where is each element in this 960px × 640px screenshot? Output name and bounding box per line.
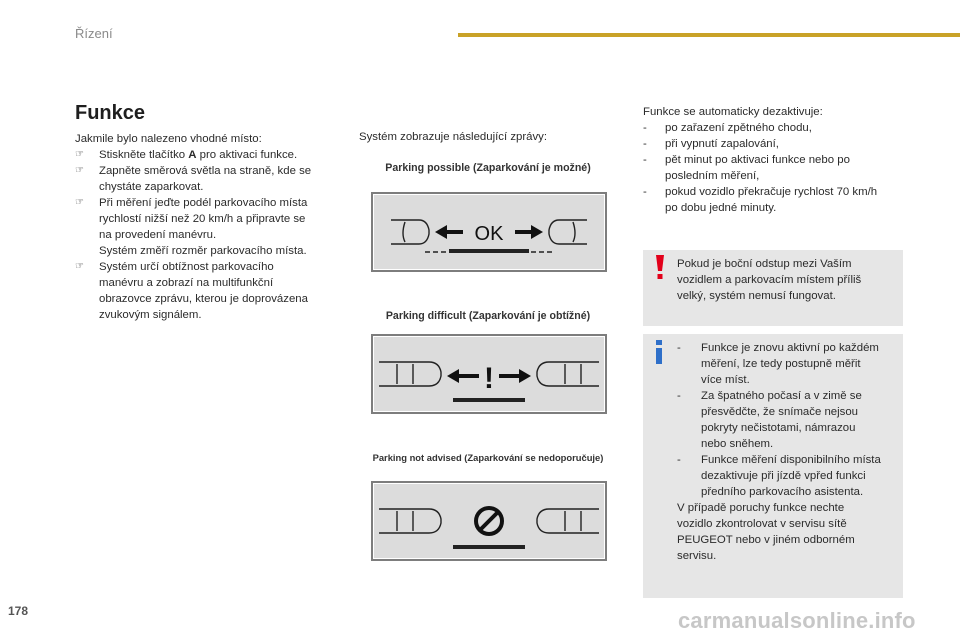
display-parking-possible bbox=[371, 192, 607, 272]
hand-pointer-icon: ☞ bbox=[75, 165, 84, 176]
list-item: - pět minut po aktivaci funkce nebo po posledním měření, bbox=[643, 154, 850, 182]
info-box bbox=[643, 334, 903, 598]
list-item: - Funkce měření disponibilního místa dezaktivuje při jízdě vpřed funkci předního parkovacího asistenta. bbox=[677, 454, 881, 498]
warning-text: Pokud je boční odstup mezi Vaším vozidlem a parkovacím místem příliš velký, systém nemusí fungovat. bbox=[677, 258, 862, 302]
parking-possible-graphic bbox=[373, 194, 605, 270]
parking-not-advised-graphic bbox=[373, 483, 605, 559]
ok-screen-text: OK bbox=[474, 223, 504, 245]
list-item: - Za špatného počasí a v zimě se přesvědčte, že snímače nejsou pokryty nečistotami, námrazou nebo sněhem. bbox=[677, 390, 862, 450]
parking-difficult-graphic bbox=[373, 336, 605, 412]
messages-intro: Systém zobrazuje následující zprávy: bbox=[359, 131, 548, 143]
display-parking-difficult bbox=[371, 334, 607, 414]
warning-box bbox=[643, 250, 903, 326]
list-item: - pokud vozidlo překračuje rychlost 70 km/h po dobu jedné minuty. bbox=[643, 186, 878, 214]
list-item: ☞ Zapněte směrová světla na straně, kde se chystáte zaparkovat. bbox=[75, 165, 312, 193]
display-parking-not-advised bbox=[371, 481, 607, 561]
deactivation-intro: Funkce se automaticky dezaktivuje: bbox=[643, 106, 823, 118]
header-accent-bar bbox=[458, 33, 960, 37]
intro-text: Jakmile bylo nalezeno vhodné místo: bbox=[75, 133, 262, 145]
hand-pointer-icon: ☞ bbox=[75, 197, 84, 208]
list-item: ☞ Při měření jeďte podél parkovacího místa rychlostí nižší než 20 km/h a připravte se na provedení manévru. Systém změří rozměr parkovacího místa. bbox=[75, 197, 308, 257]
list-item: ☞ Systém určí obtížnost parkovacího manévru a zobrazí na multifunkční obrazovce zprávu, kterou je doprovázena zvukovým signálem. bbox=[75, 261, 308, 321]
info-text bbox=[677, 340, 901, 564]
list-item: - při vypnutí zapalování, bbox=[643, 138, 779, 150]
message-label-not-advised: Parking not advised (Zaparkování se nedoporučuje) bbox=[372, 452, 604, 463]
list-item: - po zařazení zpětného chodu, bbox=[643, 122, 812, 134]
column-instructions bbox=[75, 131, 345, 323]
warning-exclamation-icon bbox=[653, 254, 667, 280]
hand-pointer-icon: ☞ bbox=[75, 149, 84, 160]
section-header: Řízení bbox=[75, 26, 113, 41]
list-item: - Funkce je znovu aktivní po každém měření, lze tedy postupně měřit více míst. bbox=[677, 342, 879, 386]
column-deactivation bbox=[643, 104, 905, 216]
info-i-icon bbox=[653, 340, 665, 364]
list-item: ☞ Stiskněte tlačítko A pro aktivaci funkce. bbox=[75, 149, 298, 161]
exclamation-screen-text: ! bbox=[484, 362, 494, 395]
page-number: 178 bbox=[8, 604, 29, 618]
info-outro: V případě poruchy funkce nechte vozidlo zkontrolovat v servisu sítě PEUGEOT nebo v jiném odborném servisu. bbox=[677, 502, 855, 562]
hand-pointer-icon: ☞ bbox=[75, 261, 84, 272]
watermark: carmanualsonline.info bbox=[678, 608, 916, 633]
no-entry-icon bbox=[476, 508, 502, 534]
message-label-difficult: Parking difficult (Zaparkování je obtížné) bbox=[385, 310, 591, 322]
page-title: Funkce bbox=[75, 102, 146, 124]
message-label-possible: Parking possible (Zaparkování je možné) bbox=[385, 162, 591, 174]
